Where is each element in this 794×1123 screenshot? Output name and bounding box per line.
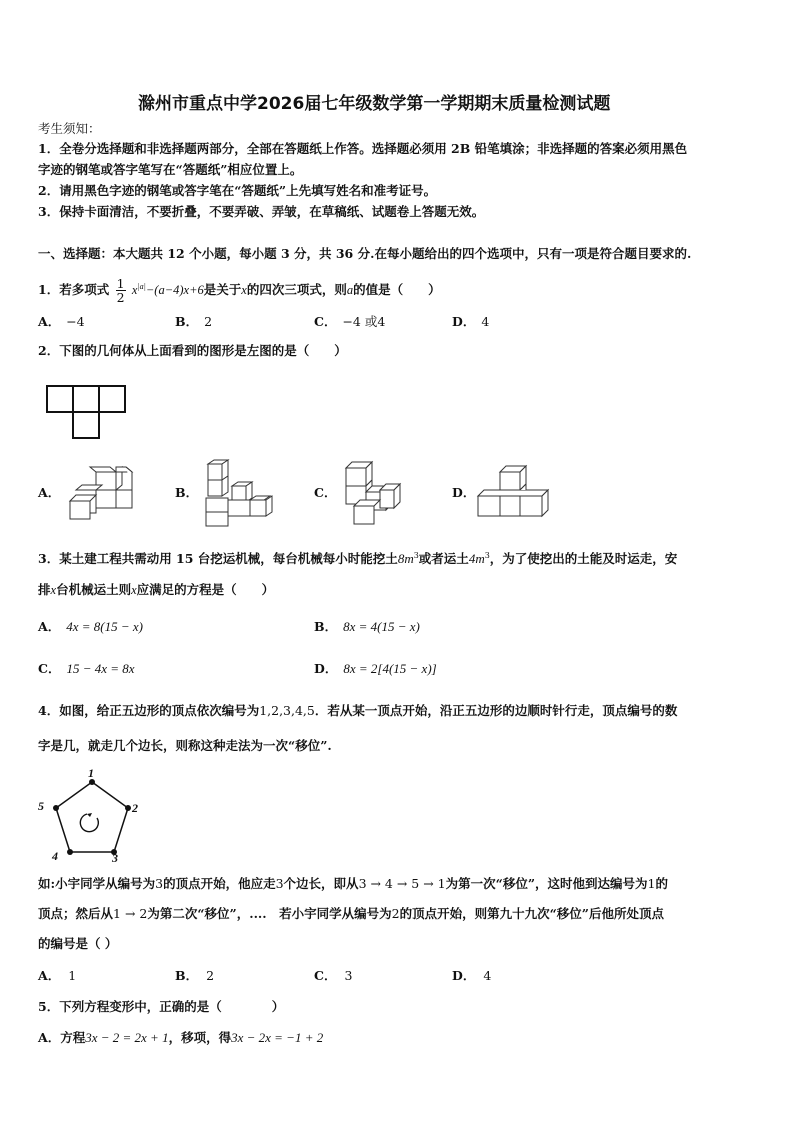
option-text: 4 [483,968,492,983]
q4-ex-f: 顶点；然后从 [38,906,114,921]
option-text: 8x = 2[4(15 − x)] [343,661,437,676]
q3-var-x-2: x [131,583,137,597]
q4-option-d[interactable] [452,968,491,984]
option-text: 1 [68,968,77,983]
q4-ex-d: 为第一次“移位”，这时他到达编号为 [445,876,648,891]
vertex-label-3: 3 [112,851,118,865]
q1-expr-rest: −(a−4)x+6 [145,283,204,297]
q5-equation-2: 3x − 2x = −1 + 2 [231,1030,324,1045]
q2-option-d-label[interactable]: D． [452,485,476,500]
vertex-label-4: 4 [52,849,58,863]
option-label: A． [38,314,61,329]
q1-end: 的值是（ ） [353,282,441,297]
q3-val-move: 4m [468,551,485,567]
q2-top-view-figure [46,385,128,441]
option-text: 8x = 4(15 − x) [343,619,420,634]
q4-ex-g: 为第二次“移位”，.... 若小宇同学从编号为 [147,906,392,921]
q3-option-b[interactable] [314,619,420,635]
q3-text-d: 排 [38,582,51,597]
option-text: 4 [481,314,490,329]
q1-option-b[interactable] [175,314,212,330]
option-label: B． [175,314,199,329]
q3-option-c[interactable] [38,661,135,677]
q4-text-b: ．若从某一顶点开始，沿正五边形的边顺时针行走，顶点编号的数 [314,703,678,718]
q4-text-a: 4．如图，给正五边形的顶点依次编号为 [38,703,260,718]
q2-option-b-label[interactable]: B． [175,485,199,500]
q1-mid: 是关于 [203,282,242,297]
q5-option-a[interactable] [38,1030,323,1046]
q1-option-a[interactable] [38,314,85,330]
q3-var-x: x [50,583,57,597]
option-text: 3 [344,968,353,983]
q4-ex-c: 个边长，即从 [283,876,359,891]
q4-ex-path-1: 3 → 4 → 5 → 1 [358,876,446,891]
q3-cube-1: 3 [413,551,419,560]
q2-option-c-figure[interactable] [344,462,404,528]
q3-option-a[interactable] [38,619,143,635]
q4-ex-n3: 3 [155,876,164,891]
q1-frac-num: 1 [116,276,125,291]
q5-stem: 5．下列方程变形中，正确的是（ ） [38,999,285,1014]
option-label: A． [38,619,61,634]
q4-option-a[interactable] [38,968,76,984]
q5-text-a: 方程 [60,1030,86,1045]
q2-stem: 2．下图的几何体从上面看到的图形是左图的是（ ） [38,343,347,358]
q1-prefix: 1．若多项式 [38,282,110,297]
q4-ex-n2: 2 [391,906,400,921]
vertex-label-5: 5 [38,799,44,813]
option-label: B． [175,968,199,983]
option-label: D． [452,314,476,329]
q1-option-c[interactable] [314,314,385,330]
q1-var2: a [346,283,354,297]
q3-option-d[interactable] [314,661,437,677]
q4-ex-a: 如:小宇同学从编号为 [38,876,156,891]
option-label: D． [314,661,338,676]
q4-ex-e: 的 [655,876,668,891]
notice-heading: 考生须知： [38,121,101,136]
option-text: −4 [66,314,85,329]
q2-option-b-figure[interactable] [204,460,274,528]
q1-expr: x [131,283,138,297]
q4-example-line-1 [38,876,668,892]
option-text: 2 [206,968,215,983]
option-text: 2 [204,314,213,329]
option-text: 15 − 4x = 8x [66,661,135,676]
option-label: A． [38,1030,61,1045]
q4-option-b[interactable] [175,968,214,984]
q1-frac-den: 2 [116,290,125,305]
q3-cube-2: 3 [484,551,490,560]
q5-equation-1: 3x − 2 = 2x + 1 [85,1030,169,1045]
q4-line-1 [38,703,677,719]
q1-stem [38,277,441,304]
q4-option-c[interactable] [314,968,352,984]
q3-line-2 [38,582,274,598]
vertex-label-2: 2 [132,801,138,815]
q3-text-c: ，为了使挖出的土能及时运走，安 [489,551,678,567]
q3-text-b: 或者运土 [418,551,469,567]
q4-example-line-3: 的编号是（ ） [38,936,118,951]
option-label: C． [314,314,337,329]
q3-line-1 [38,548,677,567]
q4-ex-n1: 1 [647,876,656,891]
option-text: −4 或4 [342,314,386,329]
notice-item-2: 2．请用黑色字迹的钢笔或答字笔在“答题纸”上先填写姓名和准考证号。 [38,183,437,198]
q3-text-f: 应满足的方程是（ ） [136,582,275,597]
q3-text-e: 台机械运土则 [56,582,132,597]
q4-pentagon-figure [38,766,142,865]
page-title: 滁州市重点中学2026届七年级数学第一学期期末质量检测试题 [138,94,611,114]
q1-fraction [116,277,126,304]
q4-vertex-numbers: 1,2,3,4,5 [259,703,315,718]
option-label: C． [38,661,61,676]
q1-option-d[interactable] [452,314,489,330]
q4-line-2: 字是几，就走几个边长，则称这种走法为一次“移位”. [38,738,332,753]
q4-ex-path-2: 1 → 2 [113,906,148,921]
option-label: A． [38,968,61,983]
q4-ex-b: 的顶点开始，他应走 [163,876,276,891]
option-label: B． [314,619,338,634]
notice-item-1-line-1: 1．全卷分选择题和非选择题两部分，全部在答题纸上作答。选择题必须用 2B 铅笔填涂；非选择题的答案必须用黑色 [38,141,688,156]
q2-option-a-figure[interactable] [68,467,136,521]
q1-exponent: |a| [137,281,146,291]
q4-ex-h: 的顶点开始，则第九十九次“移位”后他所处顶点 [399,906,664,921]
vertex-label-1: 1 [88,766,94,780]
option-text: 4x = 8(15 − x) [66,619,143,634]
notice-item-3: 3．保持卡面清洁，不要折叠，不要弄破、弄皱，在草稿纸、试题卷上答题无效。 [38,204,485,219]
q3-text-a: 3．某土建工程共需动用 15 台挖运机械，每台机械每小时能挖土 [38,551,398,567]
notice-item-1-line-2: 字迹的钢笔或答字笔写在“答题纸”相应位置上。 [38,162,303,177]
q3-val-dig: 8m [397,551,414,567]
q2-option-c-label[interactable]: C． [314,485,337,500]
q1-var: x [241,283,247,297]
option-label: D． [452,968,476,983]
q4-ex-n3b: 3 [275,876,284,891]
section-heading: 一、选择题：本大题共 12 个小题，每小题 3 分，共 36 分.在每小题给出的四个选项中，只有一项是符合题目要求的. [38,246,692,261]
q4-example-line-2 [38,906,664,922]
option-label: C． [314,968,337,983]
q2-option-d-figure[interactable] [478,466,554,518]
q5-text-b: ，移项，得 [168,1030,232,1045]
q1-suffix: 的四次三项式，则 [246,282,347,297]
q2-option-a-label[interactable]: A． [38,485,61,500]
